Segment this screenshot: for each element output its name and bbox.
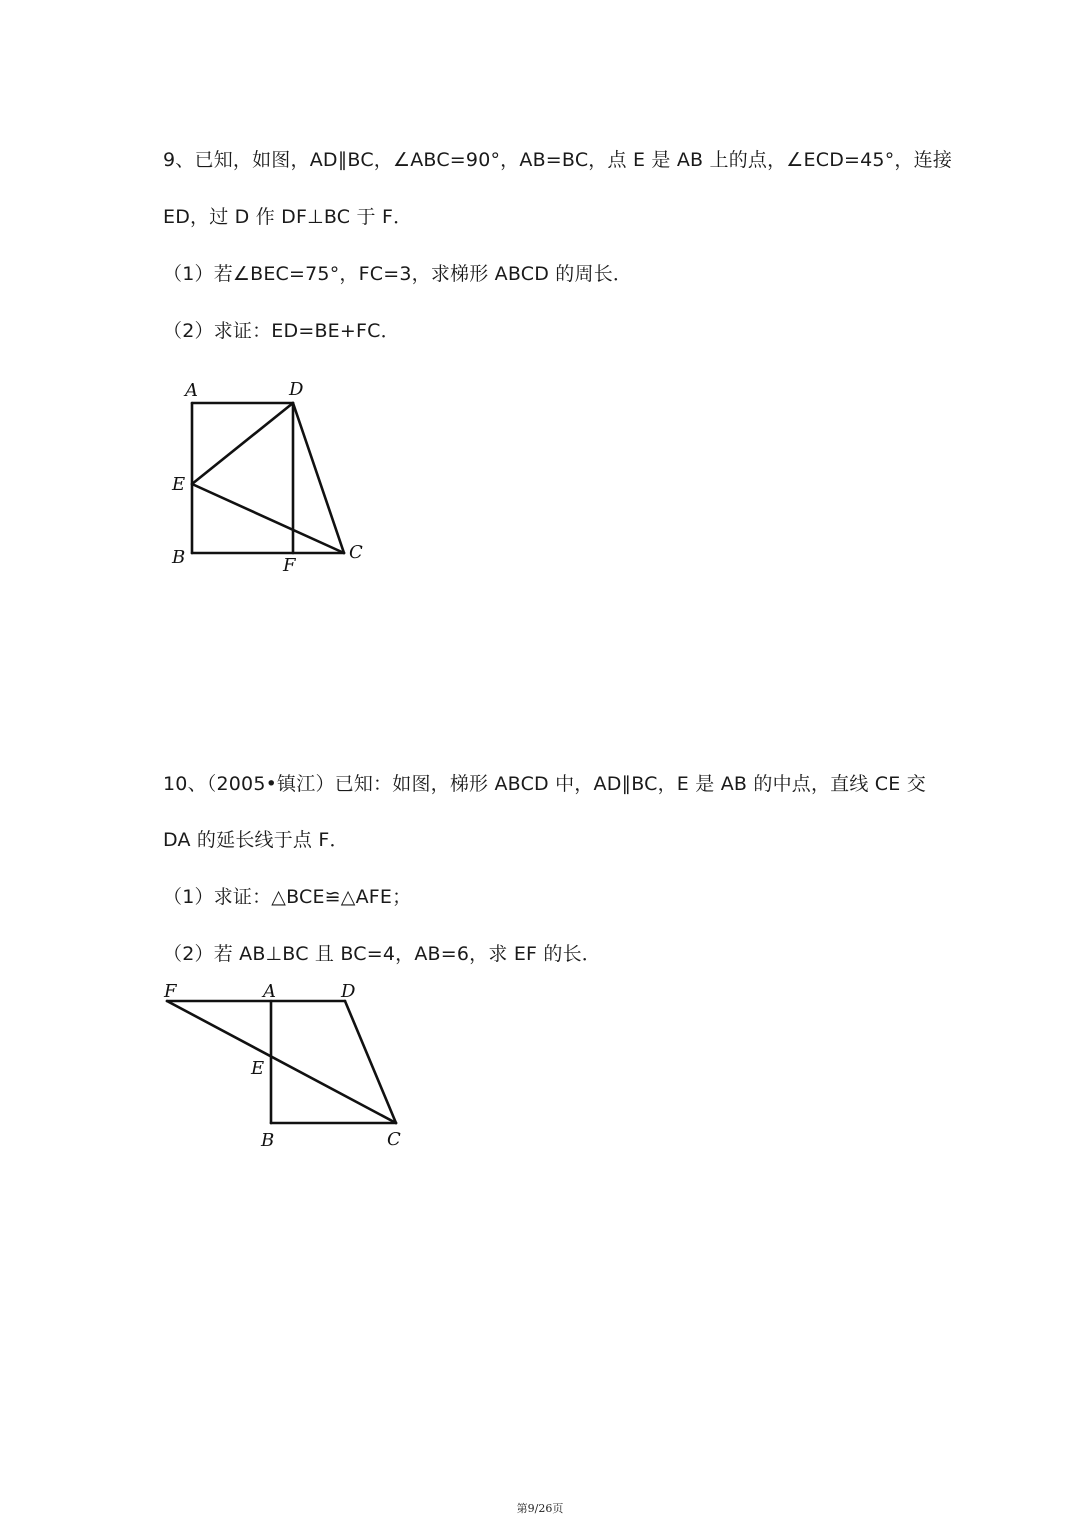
p10-part2: （2）若 AB⊥BC 且 BC=4，AB=6，求 EF 的长． xyxy=(163,943,601,965)
p10-stem-line1: 10、（2005•镇江）已知：如图，梯形 ABCD 中，AD∥BC，E 是 AB 的中点，直线 CE 交 xyxy=(163,773,926,795)
p9-label-B: B xyxy=(172,547,186,568)
p9-stem-line2: ED，过 D 作 DF⊥BC 于 F． xyxy=(163,206,413,228)
p9-label-D: D xyxy=(289,379,304,400)
p9-label-A: A xyxy=(185,380,198,401)
p9-part1: （1）若∠BEC=75°，FC=3，求梯形 ABCD 的周长． xyxy=(163,263,633,285)
page-number: 第9/26页 xyxy=(516,1502,564,1515)
p9-label-E: E xyxy=(172,474,186,495)
p10-label-A: A xyxy=(263,981,276,1002)
p10-label-C: C xyxy=(387,1129,401,1150)
p10-label-D: D xyxy=(341,981,356,1002)
p10-segment-FC xyxy=(167,1001,396,1123)
p10-label-E: E xyxy=(251,1058,265,1079)
p9-stem-line1: 9、已知，如图，AD∥BC，∠ABC=90°，AB=BC，点 E 是 AB 上的点，∠ECD=45°，连接 xyxy=(163,149,953,171)
p10-part1: （1）求证：△BCE≌△AFE； xyxy=(163,886,412,908)
p10-segment-DC xyxy=(345,1001,396,1123)
p9-label-F: F xyxy=(283,555,296,576)
p9-part2: （2）求证：ED=BE+FC． xyxy=(163,320,400,342)
p10-stem-line2: DA 的延长线于点 F． xyxy=(163,829,349,851)
p10-label-F: F xyxy=(164,981,177,1002)
p9-label-C: C xyxy=(349,542,363,563)
p10-label-B: B xyxy=(261,1130,275,1151)
